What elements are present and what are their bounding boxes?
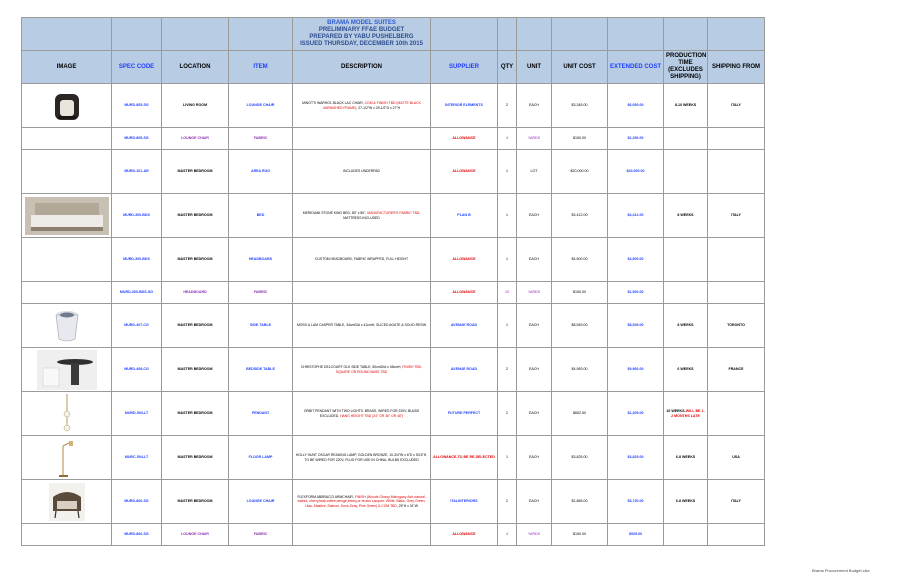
unit-cell: EACH: [517, 304, 552, 348]
item-cell: FABRIC: [229, 524, 293, 546]
item-image: [22, 304, 112, 348]
production-time-cell: [664, 194, 708, 238]
shipping-from-cell: [708, 392, 765, 436]
table-row: [22, 348, 765, 392]
item-image: [22, 128, 112, 150]
col-production-time-header: PRODUCTION TIME (EXCLUDES SHIPPING): [664, 51, 708, 84]
description-cell: [293, 480, 431, 524]
production-time-cell: [664, 84, 708, 128]
item-cell: BED: [229, 194, 293, 238]
qty-cell: 1: [498, 436, 517, 480]
extended-cost-cell: $4,412.00: [608, 194, 664, 238]
supplier-cell: FUTURE PERFECT: [431, 392, 498, 436]
unit-cell: EACH: [517, 348, 552, 392]
production-time-text: 8-10 WEEKS: [674, 103, 697, 108]
item-image: [22, 348, 112, 392]
shipping-from-cell: [708, 150, 765, 194]
location-cell: MASTER BEDROOM: [162, 436, 229, 480]
spec-code-cell: MURD-300-BDS: [112, 238, 162, 282]
production-time-text: 6-8 WEEKS: [675, 499, 696, 504]
production-time-cell: [664, 238, 708, 282]
supplier-cell: ALLOWANCE: [431, 524, 498, 546]
table-row: [22, 84, 765, 128]
unit-cost-cell: $8,549.00: [552, 304, 608, 348]
location-cell: MASTER BEDROOM: [162, 304, 229, 348]
unit-cell: EACH: [517, 84, 552, 128]
item-image: [22, 194, 112, 238]
pendant-photo: [24, 394, 109, 434]
shipping-from-cell: FRANCE: [708, 348, 765, 392]
shipping-from-cell: USA: [708, 436, 765, 480]
description-highlight: MANUFACTURER'S FABRIC TBD: [367, 210, 420, 215]
location-cell: MASTER BEDROOM: [162, 392, 229, 436]
unit-cell: YARDS: [517, 128, 552, 150]
qty-cell: 4: [498, 128, 517, 150]
qty-cell: 4: [498, 524, 517, 546]
location-cell: MASTER BEDROOM: [162, 238, 229, 282]
supplier-cell: ALLOWANCE: [431, 150, 498, 194]
production-time-cell: [664, 524, 708, 546]
title-line-1: BRAMA MODEL SUITES: [327, 20, 396, 26]
unit-cost-cell: $4,983.00: [552, 348, 608, 392]
spec-code-cell: MURD-408-CG: [112, 348, 162, 392]
description-cell: [293, 150, 431, 194]
extended-cost-cell: $3,730.00: [608, 480, 664, 524]
item-image: [22, 524, 112, 546]
col-shipping-from-header: SHIPPING FROM: [708, 51, 765, 84]
description-cell: [293, 238, 431, 282]
shipping-from-cell: ITALY: [708, 480, 765, 524]
unit-cell: YARDS: [517, 282, 552, 304]
title-line-3: PREPARED BY YABU PUSHELBERG: [309, 34, 414, 40]
shipping-from-cell: [708, 524, 765, 546]
item-cell: AREA RUG: [229, 150, 293, 194]
production-time-cell: [664, 304, 708, 348]
production-time-cell: [664, 436, 708, 480]
unit-cell: EACH: [517, 392, 552, 436]
col-supplier-header: SUPPLIER: [431, 51, 498, 84]
title-row: [22, 18, 765, 51]
production-time-text: 6-8 WEEKS: [675, 455, 696, 460]
item-cell: SIDE TABLE: [229, 304, 293, 348]
extended-cost-cell: $20,000.00: [608, 150, 664, 194]
table-row: [22, 304, 765, 348]
armchair-photo: [24, 483, 109, 521]
spec-code-cell: MURD-806-SG: [112, 480, 162, 524]
col-location-header: LOCATION: [162, 51, 229, 84]
qty-cell: 10: [498, 282, 517, 304]
production-time-cell: [664, 348, 708, 392]
description-highlight: HANG HEIGHT TBD (24" OR 36" OR 48"): [340, 413, 404, 418]
qty-cell: 2: [498, 84, 517, 128]
unit-cost-cell: $3,412.00: [552, 194, 608, 238]
spec-code-cell: MURD-407-CG: [112, 304, 162, 348]
unit-cost-cell: $150.00: [552, 524, 608, 546]
qty-cell: 2: [498, 348, 517, 392]
unit-cell: EACH: [517, 480, 552, 524]
table-row: [22, 238, 765, 282]
item-image: [22, 150, 112, 194]
item-cell: PENDANT: [229, 392, 293, 436]
description-cell: [293, 392, 431, 436]
extended-cost-cell: $525.00: [608, 524, 664, 546]
spec-code-cell: MURD-805-SG: [112, 128, 162, 150]
table-row: [22, 524, 765, 546]
spec-code-cell: MURD-503-LT: [112, 392, 162, 436]
table-row: [22, 480, 765, 524]
supplier-cell: ALLOWANCE: [431, 128, 498, 150]
production-time-cell: [664, 392, 708, 436]
description-text: INCLUDES UNDERPAD: [343, 169, 380, 174]
extended-cost-cell: $1,250.00: [608, 128, 664, 150]
shipping-from-cell: ITALY: [708, 84, 765, 128]
sheet-title: [293, 18, 431, 51]
item-cell: BEDSIDE TABLE: [229, 348, 293, 392]
production-time-cell: [664, 480, 708, 524]
production-time-cell: [664, 282, 708, 304]
qty-cell: 1: [498, 304, 517, 348]
col-unit-cost-header: UNIT COST: [552, 51, 608, 84]
spec-code-cell: MURD-300-BDS: [112, 194, 162, 238]
description-text: , MATTRESS INCLUDED: [343, 210, 421, 220]
col-extended-cost-header: EXTENDED COST: [608, 51, 664, 84]
description-cell: [293, 524, 431, 546]
qty-cell: 2: [498, 392, 517, 436]
production-time-note: WILL BE 1-2 MONTHS LATE: [671, 408, 705, 418]
item-image: [22, 84, 112, 128]
description-text: , 27-1/2"W x 29-1/2"D x 27"H: [356, 105, 401, 110]
extended-cost-cell: $9,966.00: [608, 348, 664, 392]
qty-cell: 1: [498, 238, 517, 282]
description-text: ORBIT PENDANT WITH TWO LIGHTS, BRASS, WIRED FOR 220V, BULBS EXCLUDED,: [303, 408, 420, 418]
item-cell: FABRIC: [229, 282, 293, 304]
production-time-cell: [664, 150, 708, 194]
extended-cost-cell: $3,825.00: [608, 436, 664, 480]
table-row: [22, 282, 765, 304]
item-cell: HEADBOARD: [229, 238, 293, 282]
item-cell: FLOOR LAMP: [229, 436, 293, 480]
item-image: [22, 282, 112, 304]
description-cell: [293, 194, 431, 238]
qty-cell: 1: [498, 194, 517, 238]
location-cell: LOUNGE CHAIR: [162, 128, 229, 150]
description-text: FLEXFORM ABBRACCI ARMCHAIR,: [297, 494, 355, 499]
production-time-text: 16 WEEKS-: [666, 408, 686, 413]
spec-code-cell: MURD-101-AR: [112, 150, 162, 194]
shipping-from-cell: [708, 238, 765, 282]
floor-lamp-photo: [24, 438, 109, 478]
supplier-cell: AVENUE ROAD: [431, 304, 498, 348]
title-line-4: ISSUED THURSDAY, DECEMBER 10th 2015: [300, 41, 423, 47]
unit-cost-cell: $150.00: [552, 282, 608, 304]
location-cell: MASTER BEDROOM: [162, 150, 229, 194]
item-cell: LOUNGE CHAIR: [229, 480, 293, 524]
unit-cost-cell: $3,825.00: [552, 436, 608, 480]
unit-cost-cell: $4,500.00: [552, 238, 608, 282]
location-cell: LOUNGE CHAIR: [162, 524, 229, 546]
description-cell: [293, 348, 431, 392]
qty-cell: 2: [498, 480, 517, 524]
supplier-cell: INTERIOR ELEMENTS: [431, 84, 498, 128]
file-name-footer: Brama Procurement Budget.xlsx: [812, 568, 870, 573]
table-row: [22, 194, 765, 238]
item-image: [22, 238, 112, 282]
extended-cost-cell: $6,690.00: [608, 84, 664, 128]
spec-code-cell: MURD-805-SG: [112, 84, 162, 128]
description-text: MOSS & LAM CASPER TABLE, 34cmDIA x 41cmH, SLICED AGATE & SOLID RESIN: [296, 323, 427, 328]
unit-cost-cell: $20,000.00: [552, 150, 608, 194]
col-image-header: IMAGE: [22, 51, 112, 84]
description-text: MERIDIANI STONE KING BED, 80" x 80",: [302, 210, 368, 215]
unit-cost-cell: $652.50: [552, 392, 608, 436]
item-image: [22, 480, 112, 524]
table-row: [22, 392, 765, 436]
side-table-photo: [24, 307, 109, 345]
extended-cost-cell: $1,305.00: [608, 392, 664, 436]
description-highlight: FINISH (Woods Glossy Mahogany Ash-natural, walnut, cherry,teak,coffee,wenge,ebony,or brown Lacquer: White, Black, Grey-Green, Lilac, Mastice, Salmon, Dove-Gray, Pine Green) & COM TBD: [297, 494, 426, 508]
supplier-cell: ITALINTERIORS: [431, 480, 498, 524]
spec-code-cell: MURD-806-SG: [112, 524, 162, 546]
location-cell: MASTER BEDROOM: [162, 194, 229, 238]
table-row: [22, 150, 765, 194]
budget-table: [21, 17, 765, 546]
title-line-2: PRELIMINARY FF&E BUDGET: [318, 27, 405, 33]
unit-cell: EACH: [517, 194, 552, 238]
description-text: , 25"H x 31"W: [396, 503, 418, 508]
description-text: HOLLY HUNT OSCAR READING LAMP, GOLDEN BRONZE, 10-3/4"W x 6"D x 53.5"H, TO BE WIRED FOR 220V, PLUG FOR USE IN CHINA, BULBS EXCLUDED: [295, 452, 428, 462]
unit-cost-cell: $3,345.00: [552, 84, 608, 128]
col-description-header: DESCRIPTION: [293, 51, 431, 84]
qty-cell: 1: [498, 150, 517, 194]
description-cell: [293, 84, 431, 128]
item-image: [22, 436, 112, 480]
shipping-from-cell: TORONTO: [708, 304, 765, 348]
shipping-from-cell: ITALY: [708, 194, 765, 238]
location-cell: MASTER BEDROOM: [162, 348, 229, 392]
column-header-row: [22, 51, 765, 84]
lounge-chair-photo: [24, 88, 109, 124]
col-qty-header: QTY: [498, 51, 517, 84]
description-text: MINOTTI WARHOL BLACK LAC CHAIR,: [302, 100, 365, 105]
spec-code-cell: MURC-504-LT: [112, 436, 162, 480]
production-time-text: 8 WEEKS: [677, 213, 694, 218]
shipping-from-cell: [708, 128, 765, 150]
spec-code-cell: MURD-300-BDS-SG: [112, 282, 162, 304]
unit-cell: EACH: [517, 436, 552, 480]
col-item-header: ITEM: [229, 51, 293, 84]
item-cell: FABRIC: [229, 128, 293, 150]
production-time-cell: [664, 128, 708, 150]
supplier-cell: PLAN B: [431, 194, 498, 238]
table-row: [22, 128, 765, 150]
supplier-cell: AVENUE ROAD: [431, 348, 498, 392]
production-time-text: 8 WEEKS: [677, 323, 694, 328]
description-cell: [293, 436, 431, 480]
location-cell: LIVING ROOM: [162, 84, 229, 128]
extended-cost-cell: $8,549.00: [608, 304, 664, 348]
description-cell: [293, 128, 431, 150]
item-image: [22, 392, 112, 436]
unit-cell: EACH: [517, 238, 552, 282]
unit-cost-cell: $1,865.00: [552, 480, 608, 524]
item-cell: LOUNGE CHAIR: [229, 84, 293, 128]
description-highlight: COM & FINISH TBD (MATTE BLACK VARNISHED FRAME): [322, 100, 421, 110]
production-time-text: 6 WEEKS: [677, 367, 694, 372]
unit-cell: LOT: [517, 150, 552, 194]
location-cell: HEADBOARD: [162, 282, 229, 304]
description-text: CUSTOM HEADBOARD, FABRIC WRAPPED, FULL HEIGHT: [314, 257, 409, 262]
description-text: CHRISTOPHE DELCOURT OLK SIDE TABLE, 50cmDIA x 45cmH,: [300, 364, 403, 369]
bedside-table-photo: [24, 350, 109, 390]
table-row: [22, 436, 765, 480]
supplier-cell: ALLOWANCE: [431, 282, 498, 304]
extended-cost-cell: $4,500.00: [608, 238, 664, 282]
bed-photo: [24, 197, 109, 235]
unit-cell: YARDS: [517, 524, 552, 546]
shipping-from-cell: [708, 282, 765, 304]
description-cell: [293, 304, 431, 348]
unit-cost-cell: $150.00: [552, 128, 608, 150]
col-unit-header: UNIT: [517, 51, 552, 84]
location-cell: MASTER BEDROOM: [162, 480, 229, 524]
col-spec-header: SPEC CODE: [112, 51, 162, 84]
description-cell: [293, 282, 431, 304]
extended-cost-cell: $1,500.00: [608, 282, 664, 304]
supplier-cell: ALLOWANCE: [431, 238, 498, 282]
supplier-cell: ALLOWANCE-TO BE RE-SELECTED: [431, 436, 498, 480]
description-highlight: FINISH TBD, SQUARE OR ROUND BASE TBD: [335, 364, 423, 374]
